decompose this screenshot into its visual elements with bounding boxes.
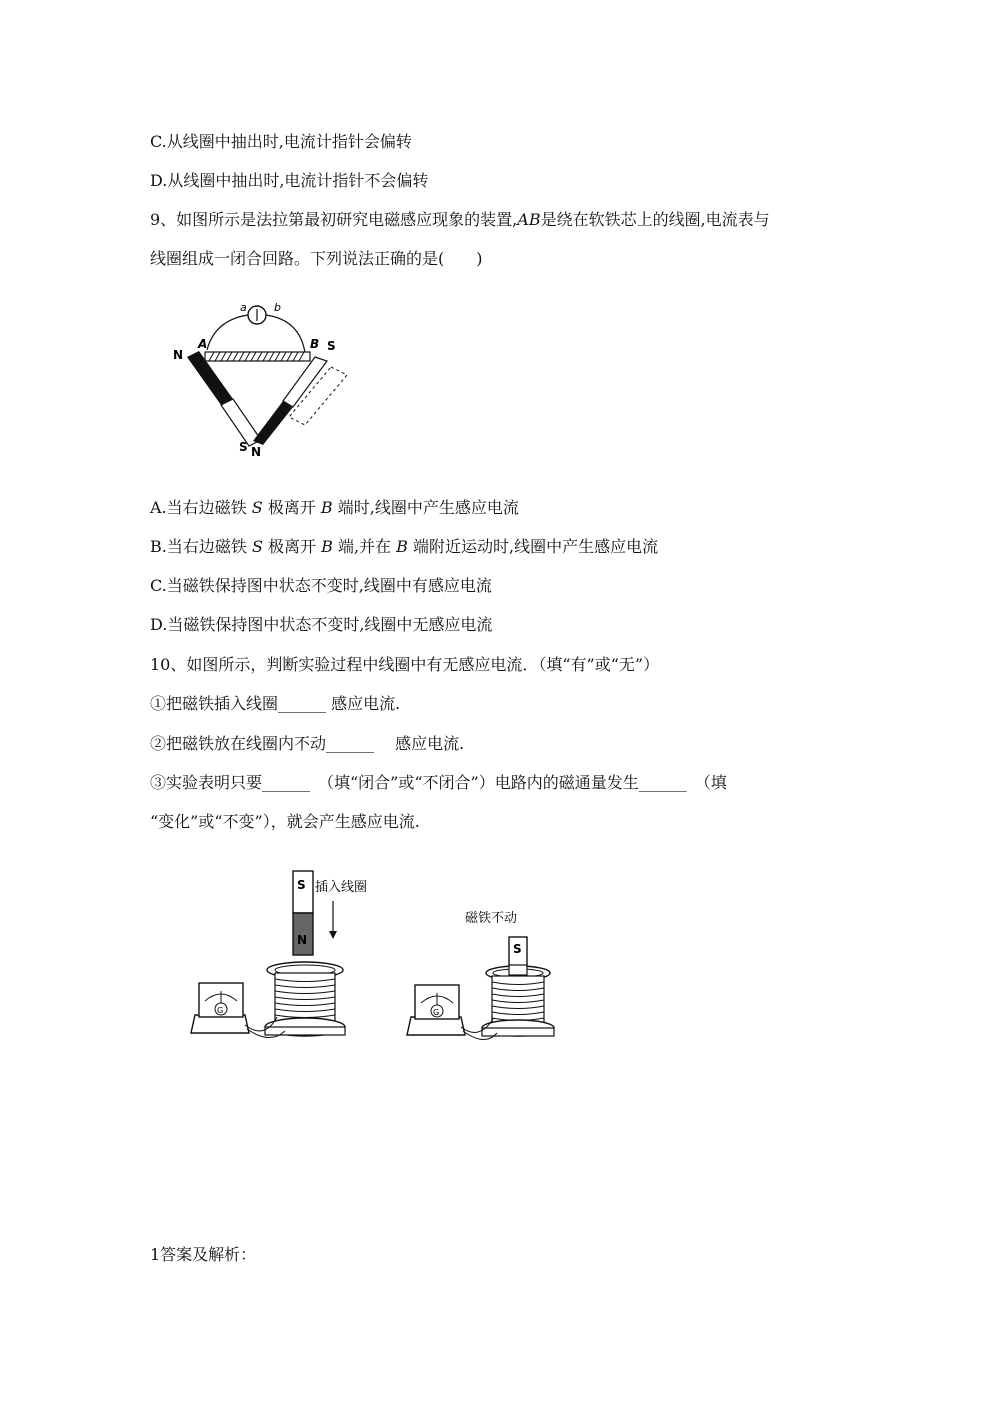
magnet2-s-label: S [513, 942, 522, 956]
label-a: a [240, 301, 247, 314]
magnet1-n-label: N [297, 933, 308, 947]
q9-stem-ab: AB [517, 210, 541, 229]
label-S-right: S [327, 339, 336, 353]
q9-stem-part1: 9、如图所示是法拉第最初研究电磁感应现象的装置, [150, 210, 518, 229]
q9-option-b-text2: 极离开 [262, 537, 322, 556]
q9-stem-part2: 是绕在软铁芯上的线圈,电流表与 [540, 210, 770, 229]
caption-magnet-still: 磁铁不动 [465, 911, 518, 926]
q10-item-1: ①把磁铁插入线圈______ 感应电流. [150, 694, 401, 713]
q9-stem-line2: 线圈组成一闭合回路。下列说法正确的是( ) [150, 249, 483, 268]
label-N-bottom: N [251, 445, 262, 459]
galvanometer2-base [407, 1017, 465, 1035]
q9-option-a-text3: 端时,线圈中产生感应电流 [332, 498, 519, 517]
q10-stem: 10、如图所示，判断实验过程中线圈中有无感应电流．（填“有”或“无”） [150, 655, 660, 674]
q9-figure-faraday-apparatus [165, 295, 365, 460]
galvanometer1-base [191, 1015, 249, 1033]
q9-option-b-b: B [321, 537, 333, 556]
label-S-bottom: S [239, 440, 248, 454]
q10-item-3-cont: “变化”或“不变”），就会产生感应电流. [150, 812, 420, 831]
q9-option-b-text1: B.当右边磁铁 [150, 537, 252, 556]
q8-option-c: C.从线圈中抽出时,电流计指针会偏转 [150, 132, 412, 151]
q10-figure-induction-experiment [185, 865, 565, 1055]
galvanometer2-label: G [433, 1008, 440, 1017]
q9-option-a [150, 498, 519, 518]
label-b: b [274, 301, 281, 314]
answer-heading: 1答案及解析： [150, 1245, 257, 1264]
right-magnet-s-pole [283, 357, 327, 407]
q9-option-b-b2: B [396, 537, 408, 556]
q9-option-b-text4: 端附近运动时,线圈中产生感应电流 [407, 537, 659, 556]
q9-option-a-b: B [320, 498, 333, 517]
q8-option-d: D.从线圈中抽出时,电流计指针不会偏转 [150, 171, 429, 190]
label-B: B [310, 337, 320, 351]
q9-option-b [150, 537, 658, 557]
q9-option-b-text3: 端,并在 [332, 537, 397, 556]
q9-option-c: C.当磁铁保持图中状态不变时,线圈中有感应电流 [150, 576, 492, 595]
q10-item-2: ②把磁铁放在线圈内不动______ 感应电流. [150, 734, 465, 753]
galvanometer1-label: G [217, 1006, 224, 1015]
q9-option-b-s: S [251, 537, 263, 556]
q9-option-a-text1: A.当右边磁铁 [150, 498, 252, 517]
caption-insert-coil: 插入线圈 [315, 880, 368, 895]
q9-option-a-s: S [251, 498, 263, 517]
q9-option-a-text2: 极离开 [262, 498, 321, 517]
q10-item-3: ③实验表明只要______ （填“闭合”或“不闭合”）电路内的磁通量发生______ （填 [150, 773, 727, 792]
magnet1-s-label: S [297, 878, 306, 892]
right-magnet-n-pole [253, 401, 293, 445]
q9-stem [150, 210, 770, 230]
down-arrow-icon [329, 931, 337, 939]
label-A: A [198, 337, 208, 351]
q9-option-d: D.当磁铁保持图中状态不变时,线圈中无感应电流 [150, 615, 493, 634]
label-N-left: N [173, 348, 184, 362]
